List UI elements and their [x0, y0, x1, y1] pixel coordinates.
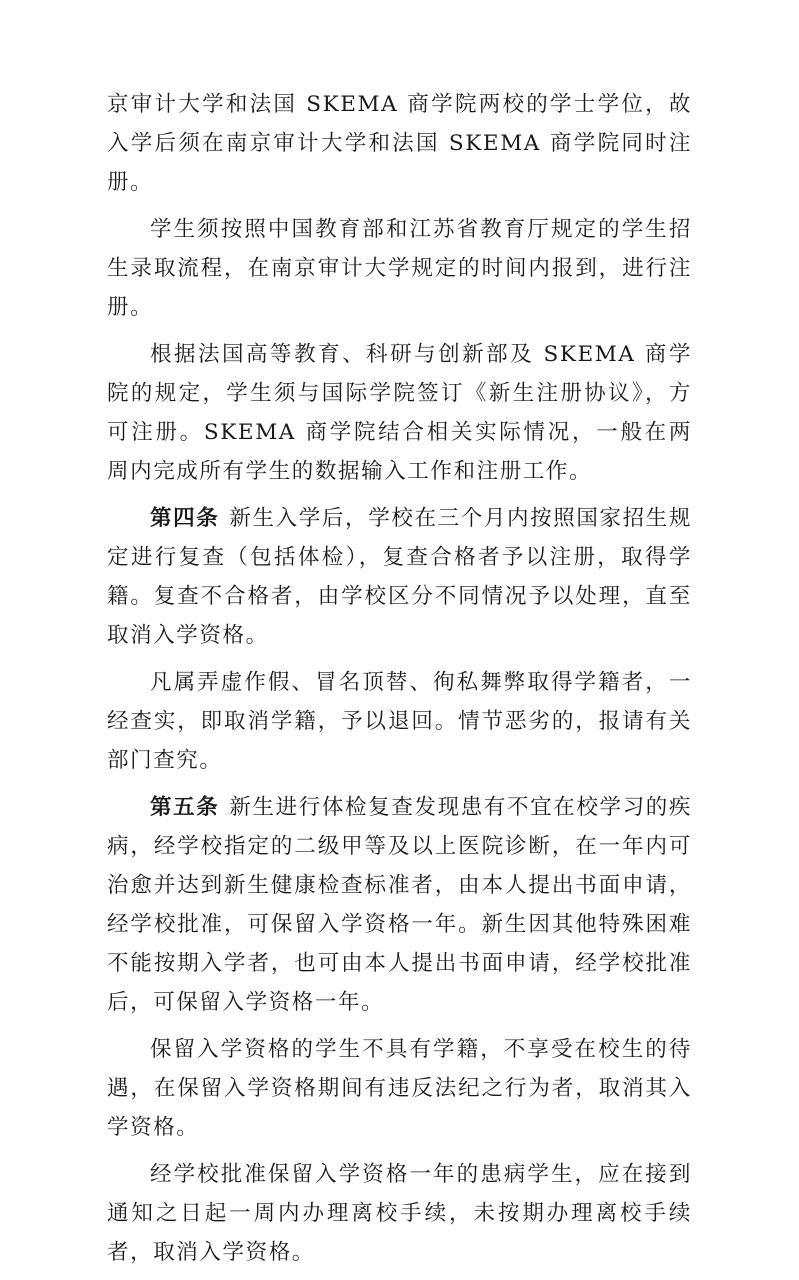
paragraph-article-5	[107, 788, 692, 1022]
paragraph-text: 保留入学资格的学生不具有学籍，不享受在校生的待遇，在保留入学资格期间有违反法纪之行为者，取消其入学资格。	[107, 1037, 692, 1140]
paragraph-fraud-clause	[107, 663, 692, 780]
article-label: 第四条	[150, 506, 220, 531]
paragraph-text: 新生入学后，学校在三个月内按照国家招生规定进行复查（包括体检），复查合格者予以注册，取得学籍。复查不合格者，由学校区分不同情况予以处理，直至取消入学资格。	[107, 506, 692, 648]
document-body	[107, 85, 692, 1280]
paragraph-text: 新生进行体检复查发现患有不宜在校学习的疾病，经学校指定的二级甲等及以上医院诊断，在一年内可治愈并达到新生健康检查标准者，由本人提出书面申请，经学校批准，可保留入学资格一年。新生因其他特殊困难不能按期入学者，也可由本人提出书面申请，经学校批准后，可保留入学资格一年。	[107, 795, 692, 1015]
article-label: 第五条	[150, 795, 220, 820]
paragraph-skema-registration	[107, 335, 692, 491]
paragraph-text: 京审计大学和法国 SKEMA 商学院两校的学士学位，故入学后须在南京审计大学和法国 SKEMA 商学院同时注册。	[107, 92, 692, 195]
paragraph-deferred-status	[107, 1030, 692, 1147]
paragraph-text: 经学校批准保留入学资格一年的患病学生，应在接到通知之日起一周内办理离校手续，未按期办理离校手续者，取消入学资格。	[107, 1162, 692, 1265]
paragraph-text: 学生须按照中国教育部和江苏省教育厅规定的学生招生录取流程，在南京审计大学规定的时间内报到，进行注册。	[107, 217, 692, 320]
paragraph-registration-continued	[107, 85, 692, 202]
paragraph-enrollment-procedure	[107, 210, 692, 327]
paragraph-leave-procedure	[107, 1155, 692, 1272]
paragraph-text: 凡属弄虚作假、冒名顶替、徇私舞弊取得学籍者，一经查实，即取消学籍，予以退回。情节恶劣的，报请有关部门查究。	[107, 670, 692, 773]
paragraph-text: 根据法国高等教育、科研与创新部及 SKEMA 商学院的规定，学生须与国际学院签订《新生注册协议》，方可注册。SKEMA 商学院结合相关实际情况，一般在两周内完成所有学生的数据输入工作和注册工作。	[107, 342, 692, 484]
paragraph-article-4	[107, 499, 692, 655]
